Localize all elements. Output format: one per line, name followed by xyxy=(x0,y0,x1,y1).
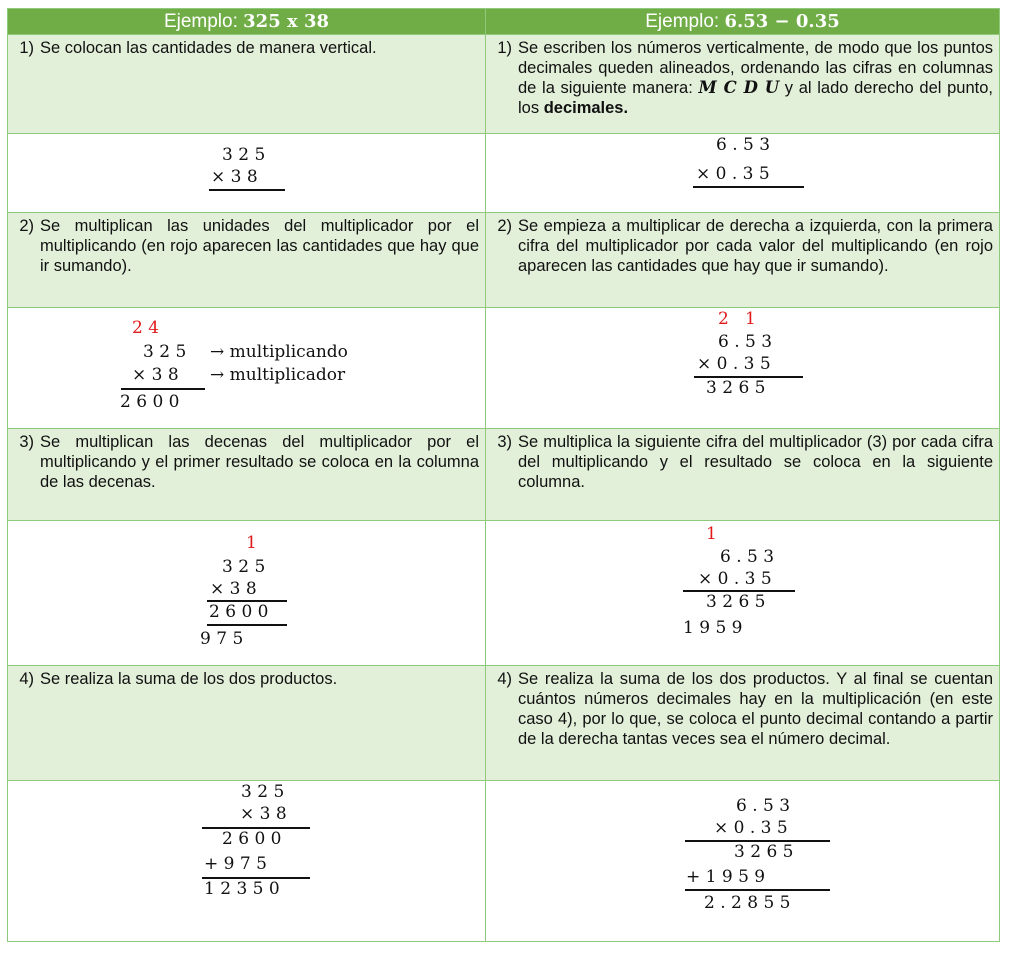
step-number: 3) xyxy=(19,433,34,451)
header-right-math: 6.53 − 0.35 xyxy=(724,11,840,32)
step-number: 2) xyxy=(497,217,512,235)
rule-line xyxy=(693,186,804,188)
step-right-1 xyxy=(486,35,1000,134)
carry-digits: 2 1 xyxy=(718,309,756,329)
step-text-a: Se escriben los números verticalmente, de modo que los puntos decimales queden alineados, ordenando las cifras en columnas de la siguiente manera: xyxy=(518,39,993,97)
partial-product-1: 2 6 0 0 xyxy=(222,829,282,849)
step-text: Se multiplican las decenas del multiplicador por el multiplicando y el primer resultado se coloca en la columna de las decenas. xyxy=(40,433,479,491)
multiplier: × 0 . 3 5 xyxy=(698,569,772,589)
partial-product-2: + 1 9 5 9 xyxy=(686,867,766,887)
multiplicand-label: → multiplicando xyxy=(210,342,348,362)
carry-digits: 2 4 xyxy=(132,318,160,338)
step-number: 4) xyxy=(497,670,512,688)
step-number: 4) xyxy=(19,670,34,688)
partial-product-1: 3 2 6 5 xyxy=(706,592,766,612)
work-right-1 xyxy=(486,134,1000,213)
multiplicand: 6 . 5 3 xyxy=(720,547,775,567)
carry-digit: 1 xyxy=(246,533,257,553)
multiplier: × 3 8 xyxy=(211,167,258,187)
multiplicand: 3 2 5 xyxy=(241,782,285,802)
multiplier: × 0 . 3 5 xyxy=(697,354,771,374)
multiplier: × 3 8 xyxy=(240,804,287,824)
partial-product-2: + 9 7 5 xyxy=(204,854,267,874)
multiplicand: 3 2 5 xyxy=(222,145,266,165)
final-result: 2 . 2 8 5 5 xyxy=(704,893,791,913)
multiplicand: 6 . 5 3 xyxy=(736,796,791,816)
final-total: 1 2 3 5 0 xyxy=(204,879,280,899)
multiplier-label: → multiplicador xyxy=(210,365,346,385)
multiplicand: 6 . 5 3 xyxy=(718,332,773,352)
work-left-1 xyxy=(8,134,486,213)
step-text: Se empieza a multiplicar de derecha a izquierda, con la primera cifra del multiplicador por cada valor del multiplicando (en rojo aparecen las cantidades que hay que ir sumando). xyxy=(518,217,993,275)
partial-product-1: 3 2 6 5 xyxy=(734,842,794,862)
multiplier: × 3 8 xyxy=(132,365,179,385)
partial-product-2: 9 7 5 xyxy=(200,629,244,649)
step-number: 1) xyxy=(19,39,34,57)
step-number: 2) xyxy=(19,217,34,235)
step-text: Se colocan las cantidades de manera vertical. xyxy=(40,39,377,57)
multiplier: × 0 . 3 5 xyxy=(696,164,770,184)
partial-product: 3 2 6 5 xyxy=(706,378,766,398)
work-right-2 xyxy=(486,308,1000,429)
step-number: 3) xyxy=(497,433,512,451)
step-left-2 xyxy=(8,213,486,308)
mcdu-label: M C D U xyxy=(698,78,780,97)
step-right-3 xyxy=(486,429,1000,521)
step-text: Se multiplica la siguiente cifra del multiplicador (3) por cada cifra del multiplicando y el resultado se coloca en la siguiente columna. xyxy=(518,433,993,491)
work-left-3 xyxy=(8,521,486,666)
step-text-b: y al lado derecho del punto, los xyxy=(518,79,993,117)
step-right-4 xyxy=(486,666,1000,781)
step-text: Se realiza la suma de los dos productos. Y al final se cuentan cuántos números decimales hay en la multiplicación (en este caso 4), por lo que, se coloca el punto decimal contando a partir de la derecha tantas veces sea el número decimal. xyxy=(518,670,993,748)
partial-product-1: 2 6 0 0 xyxy=(209,602,269,622)
header-left xyxy=(8,9,486,35)
header-left-prefix: Ejemplo: xyxy=(163,11,244,32)
step-number: 1) xyxy=(497,39,512,57)
header-right xyxy=(486,9,1000,35)
step-text: Se multiplican las unidades del multiplicador por el multiplicando (en rojo aparecen las cantidades que hay que ir sumando). xyxy=(40,217,479,275)
step-right-2 xyxy=(486,213,1000,308)
multiplier: × 3 8 xyxy=(210,579,257,599)
step-left-4 xyxy=(8,666,486,781)
work-left-2 xyxy=(8,308,486,429)
procedure-table xyxy=(7,8,1000,942)
work-right-4 xyxy=(486,781,1000,942)
multiplicand: 3 2 5 xyxy=(143,342,187,362)
decimals-label: decimales. xyxy=(543,99,629,117)
carry-digit: 1 xyxy=(706,524,717,544)
partial-product: 2 6 0 0 xyxy=(120,392,180,412)
work-right-3 xyxy=(486,521,1000,666)
rule-line xyxy=(207,624,287,626)
rule-line xyxy=(685,889,830,891)
rule-line xyxy=(209,189,285,191)
step-text xyxy=(518,38,993,118)
multiplicand: 3 2 5 xyxy=(222,557,266,577)
step-left-1 xyxy=(8,35,486,134)
header-right-prefix: Ejemplo: xyxy=(645,11,725,32)
work-left-4 xyxy=(8,781,486,942)
step-text: Se realiza la suma de los dos productos. xyxy=(40,670,338,688)
partial-product-2: 1 9 5 9 xyxy=(683,618,743,638)
multiplicand: 6 . 5 3 xyxy=(716,135,771,155)
step-left-3 xyxy=(8,429,486,521)
multiplier: × 0 . 3 5 xyxy=(714,818,788,838)
header-left-math: 325 x 38 xyxy=(243,11,330,32)
rule-line xyxy=(121,388,205,390)
